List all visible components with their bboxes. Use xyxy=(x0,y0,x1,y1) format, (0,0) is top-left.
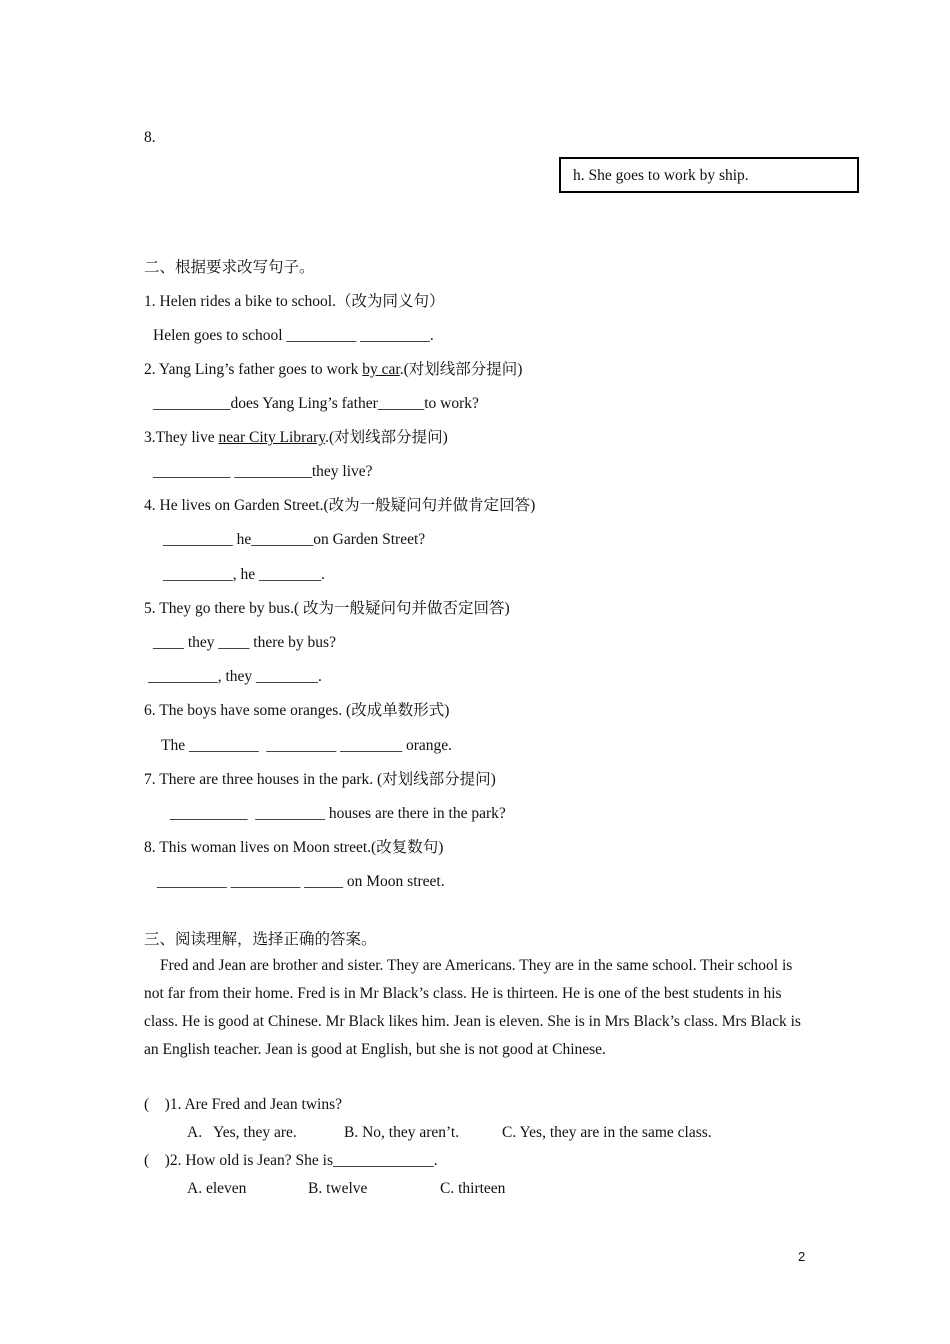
q2-pre: 2. Yang Ling’s father goes to work xyxy=(144,361,363,378)
reading-q1-option-b: B. No, they aren’t. xyxy=(344,1124,460,1141)
page-number: 2 xyxy=(798,1249,806,1264)
q3-underlined: near City Library xyxy=(218,429,326,446)
q8-answer: _________ _________ _____ on Moon street. xyxy=(157,873,445,890)
section3-heading: 三、阅读理解，选择正确的答案。 xyxy=(144,931,377,948)
reading-q1-stem: ( )1. Are Fred and Jean twins? xyxy=(144,1096,343,1113)
q4-answer-1: _________ he________on Garden Street? xyxy=(163,531,426,548)
q3-answer: __________ __________they live? xyxy=(153,463,373,480)
q4-answer-2: _________, he ________. xyxy=(163,566,325,583)
q6-answer: The _________ _________ ________ orange. xyxy=(161,737,453,754)
q6-text: 6. The boys have some oranges. (改成单数形式) xyxy=(144,702,450,719)
q2-underlined: by car xyxy=(362,361,400,378)
answer-box-h xyxy=(559,157,859,193)
answer-box-text: h. She goes to work by ship. xyxy=(573,167,749,184)
q3-post: .(对划线部分提问) xyxy=(325,429,448,446)
q5-answer-2: _________, they ________. xyxy=(148,668,322,685)
q8-text: 8. This woman lives on Moon street.(改复数句) xyxy=(144,839,444,856)
section2-heading: 二、根据要求改写句子。 xyxy=(144,259,315,276)
reading-q1-option-a: A. Yes, they are. xyxy=(187,1124,297,1141)
item-8-label: 8. xyxy=(144,129,156,146)
reading-q2-stem: ( )2. How old is Jean? She is_____________. xyxy=(144,1152,438,1169)
reading-q1-option-c: C. Yes, they are in the same class. xyxy=(502,1124,712,1141)
q3-pre: 3.They live xyxy=(144,429,219,446)
q1-text: 1. Helen rides a bike to school.（改为同义句） xyxy=(144,293,445,310)
q2-answer: __________does Yang Ling’s father______to work? xyxy=(153,395,479,412)
reading-passage: Fred and Jean are brother and sister. They are Americans. They are in the same school. Their school is not far from their home. Fred is in Mr Black’s class. He is thirteen. He is one of the best students in his class. He is good at Chinese. Mr Black likes him. Jean is eleven. She is in Mrs Black’s class. Mrs Black is an English teacher. Jean is good at English, but she is not good at Chinese. xyxy=(144,957,801,1058)
q5-text: 5. They go there by bus.( 改为一般疑问句并做否定回答) xyxy=(144,600,510,617)
q4-text: 4. He lives on Garden Street.(改为一般疑问句并做肯定回答) xyxy=(144,497,536,514)
q3-text xyxy=(144,428,448,448)
q7-text: 7. There are three houses in the park. (对划线部分提问) xyxy=(144,771,496,788)
q1-answer: Helen goes to school _________ _________. xyxy=(153,327,434,344)
q7-answer: __________ _________ houses are there in the park? xyxy=(170,805,506,822)
q5-answer-1: ____ they ____ there by bus? xyxy=(153,634,336,651)
q2-text xyxy=(144,360,522,380)
reading-q2-option-b: B. twelve xyxy=(308,1180,368,1197)
reading-q2-option-a: A. eleven xyxy=(187,1180,247,1197)
reading-q2-option-c: C. thirteen xyxy=(440,1180,506,1197)
q2-post: .(对划线部分提问) xyxy=(399,361,523,378)
